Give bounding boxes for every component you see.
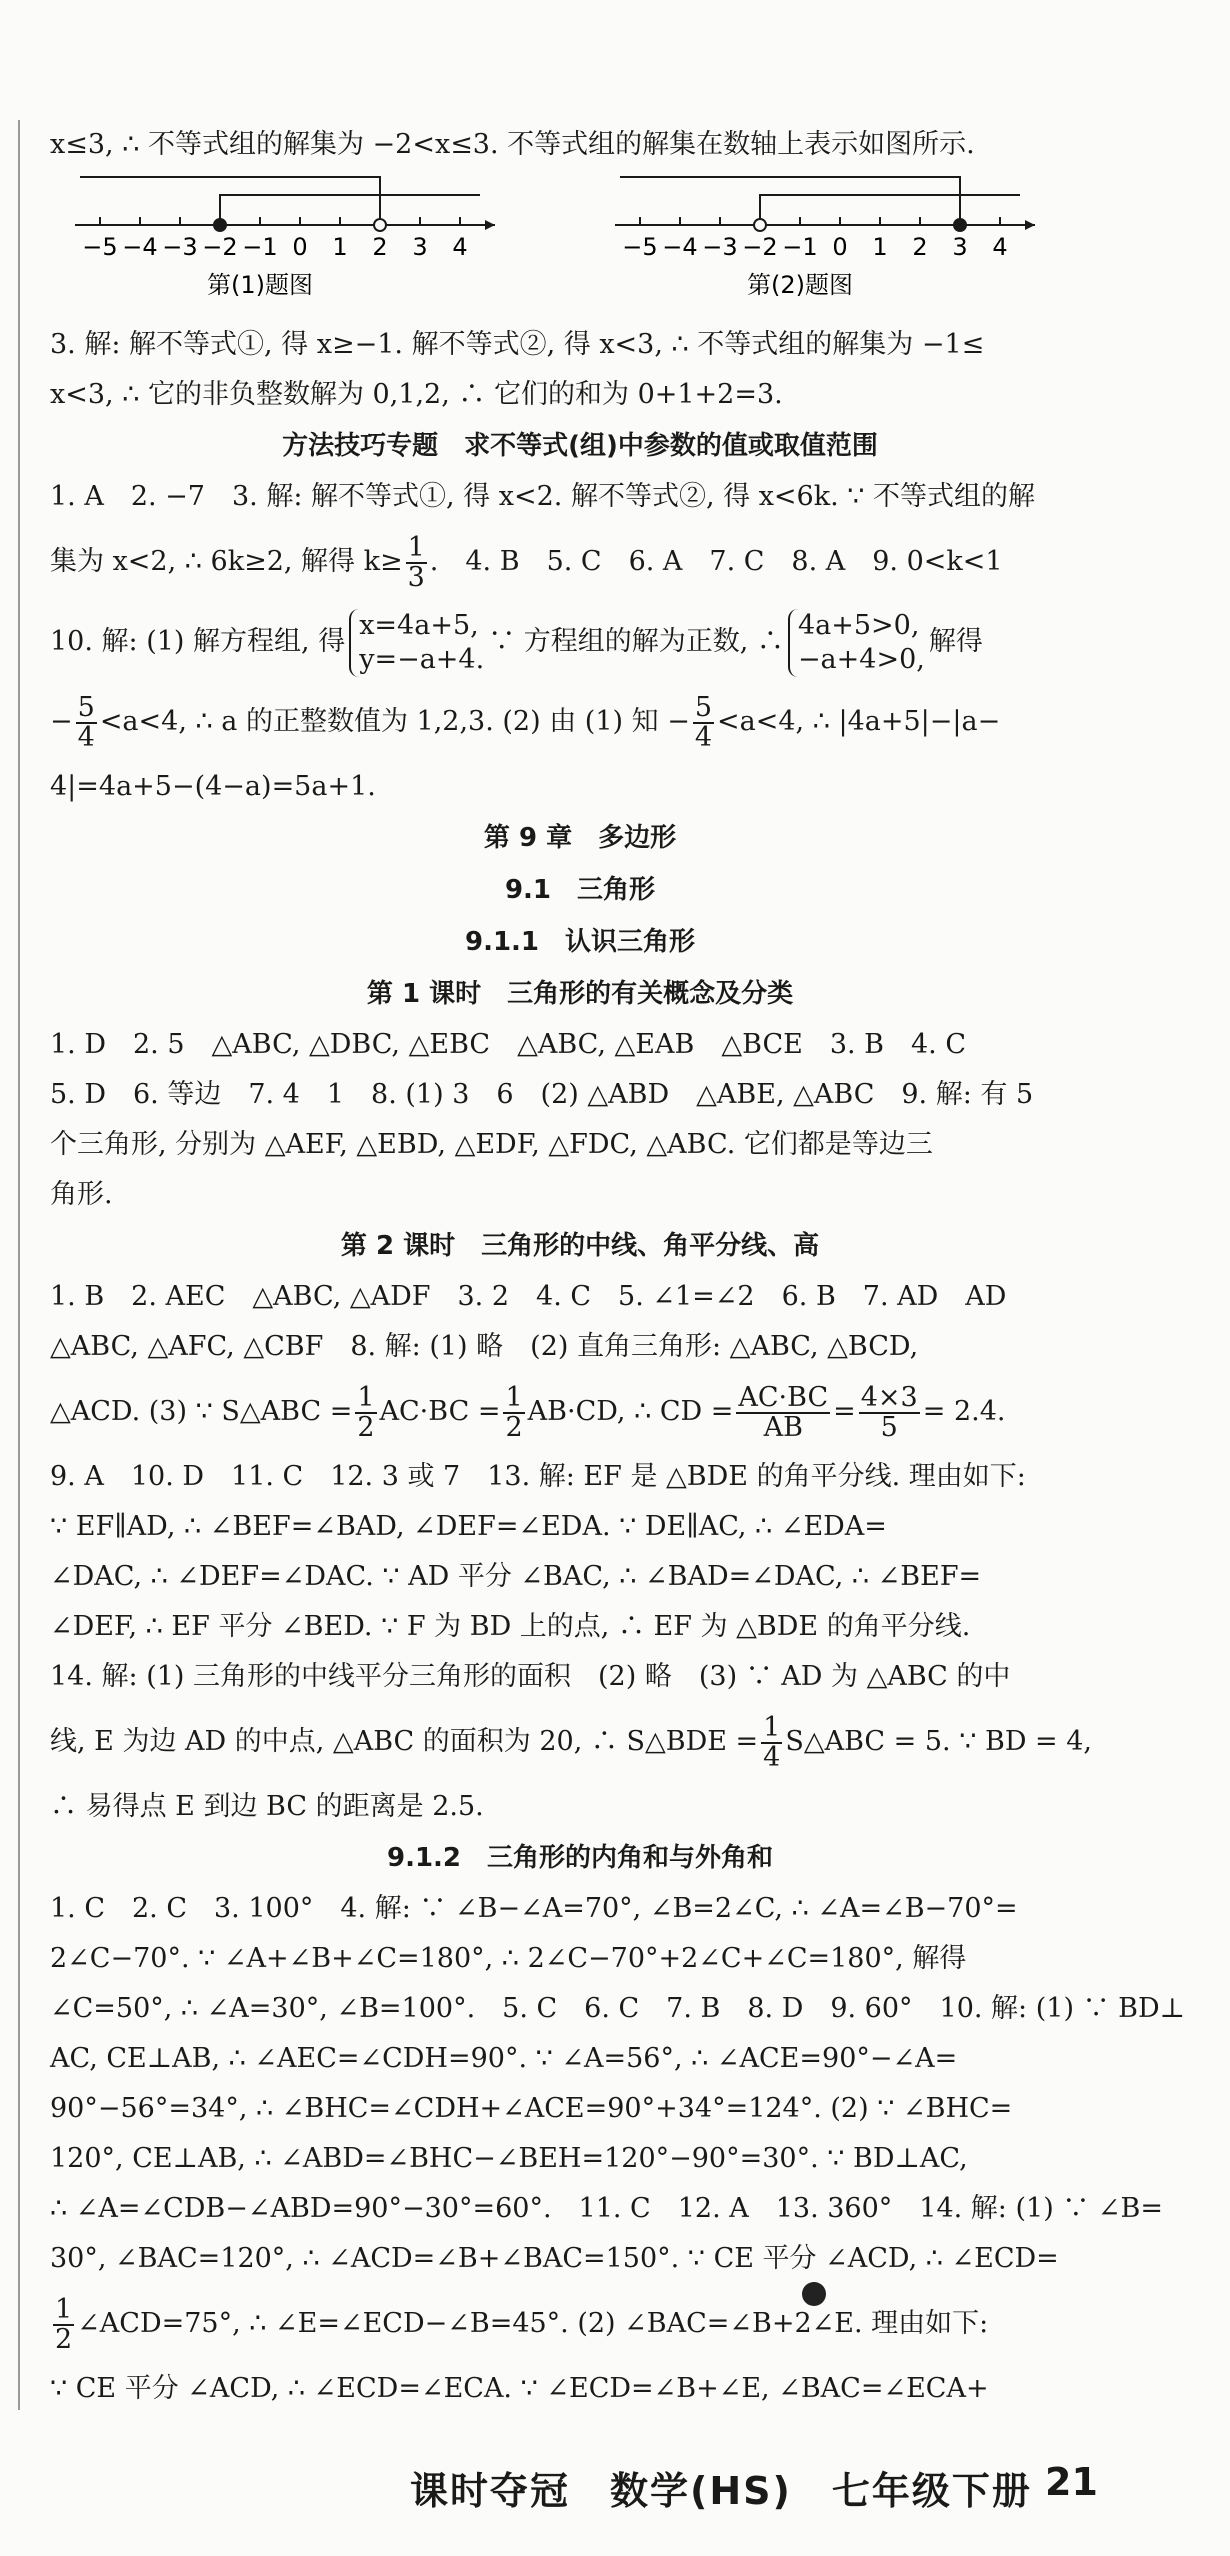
fraction xyxy=(736,1381,830,1443)
margin-rule xyxy=(18,120,20,2410)
numerator: 5 xyxy=(694,691,713,723)
text-segment: ∵ 方程组的解为正数, ∴ xyxy=(488,626,784,657)
answer-content xyxy=(50,120,1186,2414)
tick-label: 1 xyxy=(872,233,888,261)
numerator: 5 xyxy=(77,691,95,723)
text-line xyxy=(50,522,1110,602)
tick-label: −1 xyxy=(242,233,278,261)
text-line xyxy=(50,602,1110,682)
denominator: 3 xyxy=(407,561,425,593)
tick-label: −2 xyxy=(742,233,778,261)
figure-1 xyxy=(70,170,550,320)
text-line: 14. 解: (1) 三角形的中线平分三角形的面积 (2) 略 (3) ∵ AD 为 △ABC 的中 xyxy=(50,1661,1011,1692)
tick-label: −3 xyxy=(702,233,738,261)
numerator: 1 xyxy=(763,1711,781,1743)
tick-label: 0 xyxy=(832,233,848,261)
numerator: 1 xyxy=(357,1381,375,1413)
text-segment: △ACD. (3) ∵ S△ABC = xyxy=(50,1396,353,1427)
tick-label: 2 xyxy=(372,233,388,261)
text-segment: AC·BC = xyxy=(379,1396,501,1427)
equation-system xyxy=(349,609,484,677)
number-line-1 xyxy=(70,170,550,320)
text-line: 1. A 2. −7 3. 解: 解不等式①, 得 x<2. 解不等式②, 得 x<6k. ∵ 不等式组的解 xyxy=(50,481,1036,512)
ray-right-bound xyxy=(80,177,380,225)
tick-label: 1 xyxy=(332,233,348,261)
subsection-heading: 9.1.2 三角形的内角和与外角和 xyxy=(386,1843,774,1873)
section-heading: 9.1 三角形 xyxy=(504,875,656,905)
text-line xyxy=(50,2284,1110,2364)
text-line xyxy=(50,1372,1110,1452)
fraction xyxy=(406,531,427,593)
fraction xyxy=(503,1381,524,1443)
text-line: 90°−56°=34°, ∴ ∠BHC=∠CDH+∠ACE=90°+34°=124°. (2) ∵ ∠BHC= xyxy=(50,2093,1013,2124)
fraction xyxy=(761,1711,782,1773)
lesson-heading: 第 2 课时 三角形的中线、角平分线、高 xyxy=(340,1231,820,1261)
tick-label: −5 xyxy=(622,233,658,261)
denominator: 2 xyxy=(357,1411,375,1443)
text-line: 1. C 2. C 3. 100° 4. 解: ∵ ∠B−∠A=70°, ∠B=2∠C, ∴ ∠A=∠B−70°= xyxy=(50,1893,1018,1924)
page-number: 21 xyxy=(1045,2460,1098,2504)
inequality-system xyxy=(788,609,925,677)
tick-label: −1 xyxy=(782,233,818,261)
tick-label: −3 xyxy=(162,233,198,261)
number-line-figures xyxy=(50,170,1110,320)
denominator: 4 xyxy=(763,1741,781,1773)
numerator: AC·BC xyxy=(738,1381,829,1413)
system-row: y=−a+4. xyxy=(359,643,485,675)
text-line: ∠DEF, ∴ EF 平分 ∠BED. ∵ F 为 BD 上的点, ∴ EF 为 △BDE 的角平分线. xyxy=(50,1611,971,1642)
numerator: 4×3 xyxy=(860,1381,918,1413)
book-title: 课时夺冠 数学(HS) 七年级下册 xyxy=(410,2469,1032,2513)
text-segment: <a<4, ∴ a 的正整数值为 1,2,3. (2) 由 (1) 知 − xyxy=(99,706,690,737)
denominator: 4 xyxy=(694,721,713,753)
text-segment: S△ABC = 5. ∵ BD = 4, xyxy=(785,1726,1093,1757)
figure-caption: 第(1)题图 xyxy=(207,271,313,299)
text-line: ∠C=50°, ∴ ∠A=30°, ∠B=100°. 5. C 6. C 7. B 8. D 9. 60° 10. 解: (1) ∵ BD⊥ xyxy=(50,1993,1186,2024)
numerator: 1 xyxy=(55,2293,73,2325)
text-line: 4|=4a+5−(4−a)=5a+1. xyxy=(50,771,376,802)
tick-label: −4 xyxy=(122,233,158,261)
fraction xyxy=(76,691,97,753)
text-line: 5. D 6. 等边 7. 4 1 8. (1) 3 6 (2) △ABD △ABE, △ABC 9. 解: 有 5 xyxy=(50,1079,1034,1110)
text-line: ∵ CE 平分 ∠ACD, ∴ ∠ECD=∠ECA. ∵ ∠ECD=∠B+∠E, ∠BAC=∠ECA+ xyxy=(50,2373,989,2404)
fraction xyxy=(355,1381,376,1443)
denominator: 5 xyxy=(880,1411,898,1443)
text-segment: 解得 xyxy=(928,626,983,657)
endpoint-right xyxy=(374,219,386,231)
ray-right-bound xyxy=(620,177,960,225)
section-heading: 方法技巧专题 求不等式(组)中参数的值或取值范围 xyxy=(282,431,878,461)
text-segment: AB·CD, ∴ CD = xyxy=(527,1396,734,1427)
text-segment: ∠ACD=75°, ∴ ∠E=∠ECD−∠B=45°. (2) ∠BAC=∠B+2∠E. 理由如下: xyxy=(77,2308,989,2339)
denominator: 4 xyxy=(77,721,95,753)
text-line: x≤3, ∴ 不等式组的解集为 −2<x≤3. 不等式组的解集在数轴上表示如图所示. xyxy=(50,129,975,160)
endpoint-right xyxy=(954,219,966,231)
text-line: ∵ EF∥AD, ∴ ∠BEF=∠BAD, ∠DEF=∠EDA. ∵ DE∥AC, ∴ ∠EDA= xyxy=(50,1511,887,1542)
text-segment: 集为 x<2, ∴ 6k≥2, 解得 k≥ xyxy=(50,546,403,577)
text-line xyxy=(50,682,1110,762)
endpoint-left xyxy=(214,219,226,231)
text-segment: 10. 解: (1) 解方程组, 得 xyxy=(50,626,346,657)
figure-caption: 第(2)题图 xyxy=(747,271,853,299)
text-line: 30°, ∠BAC=120°, ∴ ∠ACD=∠B+∠BAC=150°. ∵ CE 平分 ∠ACD, ∴ ∠ECD= xyxy=(50,2243,1059,2274)
fraction xyxy=(53,2293,74,2355)
system-row: x=4a+5, xyxy=(359,609,479,641)
text-line: 1. D 2. 5 △ABC, △DBC, △EBC △ABC, △EAB △BCE 3. B 4. C xyxy=(50,1029,967,1060)
subsection-heading: 9.1.1 认识三角形 xyxy=(464,927,696,957)
text-segment: . 4. B 5. C 6. A 7. C 8. A 9. 0<k<1 xyxy=(429,546,1003,577)
text-segment: 线, E 为边 AD 的中点, △ABC 的面积为 20, ∴ S△BDE = xyxy=(50,1726,759,1757)
tick-label: 4 xyxy=(992,233,1008,261)
figure-2 xyxy=(610,170,1090,320)
denominator: AB xyxy=(763,1411,803,1443)
text-line: 120°, CE⊥AB, ∴ ∠ABD=∠BHC−∠BEH=120°−90°=30°. ∵ BD⊥AC, xyxy=(50,2143,968,2174)
tick-label: 3 xyxy=(412,233,428,261)
text-line: AC, CE⊥AB, ∴ ∠AEC=∠CDH=90°. ∵ ∠A=56°, ∴ ∠ACE=90°−∠A= xyxy=(50,2043,958,2074)
page-footer xyxy=(0,2450,1230,2540)
fraction xyxy=(859,1381,920,1443)
tick-label: 3 xyxy=(952,233,968,261)
system-row: −a+4>0, xyxy=(797,643,925,675)
text-line: 3. 解: 解不等式①, 得 x≥−1. 解不等式②, 得 x<3, ∴ 不等式组的解集为 −1≤ xyxy=(50,329,985,360)
tick-label: 4 xyxy=(452,233,468,261)
text-line: 角形. xyxy=(50,1179,113,1210)
text-line: ∴ ∠A=∠CDB−∠ABD=90°−30°=60°. 11. C 12. A 13. 360° 14. 解: (1) ∵ ∠B= xyxy=(50,2193,1163,2224)
text-line: 9. A 10. D 11. C 12. 3 或 7 13. 解: EF 是 △BDE 的角平分线. 理由如下: xyxy=(50,1461,1026,1492)
text-segment: − xyxy=(50,706,73,737)
chapter-heading: 第 9 章 多边形 xyxy=(483,823,677,853)
text-line xyxy=(50,1702,1110,1782)
endpoint-left xyxy=(754,219,766,231)
text-segment: = 2.4. xyxy=(922,1396,1006,1427)
text-line: 1. B 2. AEC △ABC, △ADF 3. 2 4. C 5. ∠1=∠2 6. B 7. AD AD xyxy=(50,1281,1007,1312)
denominator: 2 xyxy=(55,2323,73,2355)
text-line: ∴ 易得点 E 到边 BC 的距离是 2.5. xyxy=(50,1791,484,1822)
lesson-heading: 第 1 课时 三角形的有关概念及分类 xyxy=(366,979,794,1009)
text-line: 2∠C−70°. ∵ ∠A+∠B+∠C=180°, ∴ 2∠C−70°+2∠C+∠C=180°, 解得 xyxy=(50,1943,967,1974)
numerator: 1 xyxy=(407,531,425,563)
text-line: ∠DAC, ∴ ∠DEF=∠DAC. ∵ AD 平分 ∠BAC, ∴ ∠BAD=∠DAC, ∴ ∠BEF= xyxy=(50,1561,982,1592)
number-line-2 xyxy=(610,170,1090,320)
denominator: 2 xyxy=(505,1411,523,1443)
axis-arrow xyxy=(485,220,495,230)
tick-label: −4 xyxy=(662,233,698,261)
text-line: △ABC, △AFC, △CBF 8. 解: (1) 略 (2) 直角三角形: △ABC, △BCD, xyxy=(50,1331,919,1362)
fraction xyxy=(693,691,714,753)
text-segment: <a<4, ∴ |4a+5|−|a− xyxy=(717,706,1001,737)
text-line: 个三角形, 分别为 △AEF, △EBD, △EDF, △FDC, △ABC. 它们都是等边三 xyxy=(50,1129,933,1160)
axis-arrow xyxy=(1025,220,1035,230)
text-line: x<3, ∴ 它的非负整数解为 0,1,2, ∴ 它们的和为 0+1+2=3. xyxy=(50,379,783,410)
system-row: 4a+5>0, xyxy=(797,609,920,641)
tick-label: 0 xyxy=(292,233,308,261)
numerator: 1 xyxy=(505,1381,523,1413)
tick-label: 2 xyxy=(912,233,928,261)
tick-label: −5 xyxy=(82,233,118,261)
text-segment: = xyxy=(833,1396,856,1427)
tick-label: −2 xyxy=(202,233,238,261)
